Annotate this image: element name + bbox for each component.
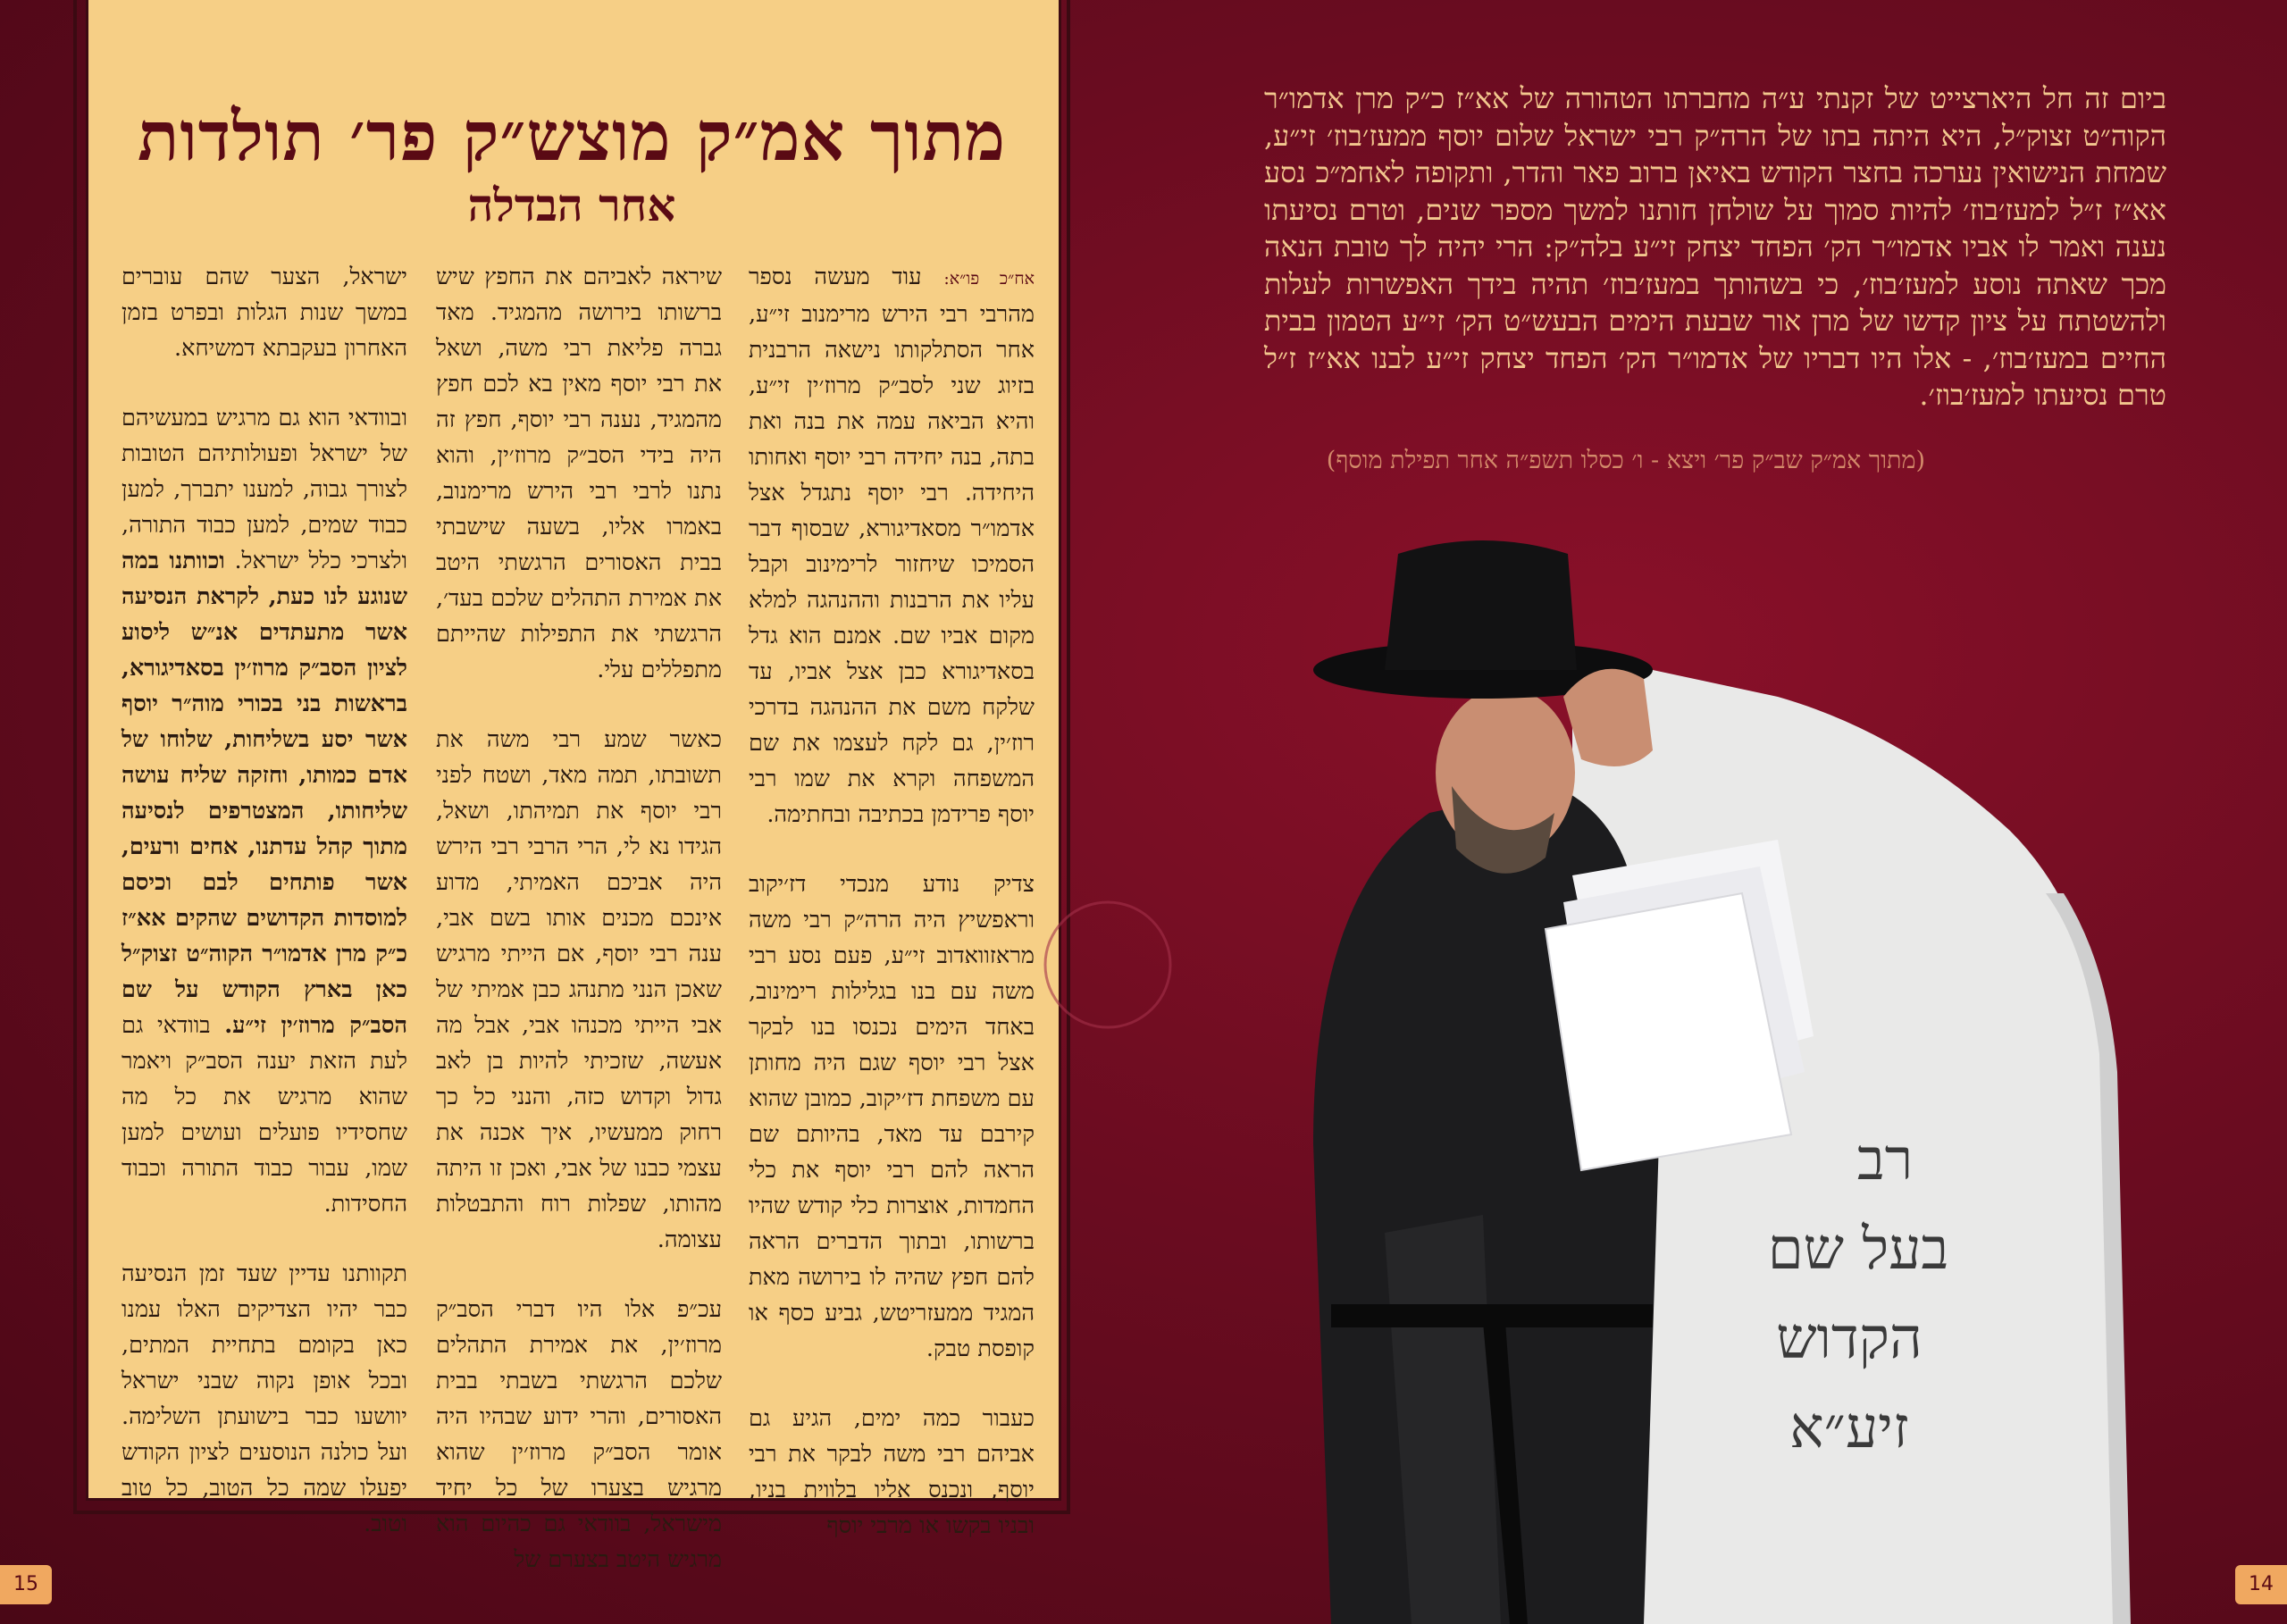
paragraph — [749, 259, 1035, 833]
inscription-line: בעל שם — [1767, 1217, 1949, 1283]
paragraph: כאשר שמע רבי משה את תשובתו, תמה מאד, ושטח לפני רבי יוסף את תמיהתו, ושאל, הגידו נא לי, הרי הרבי רבי הירש היה אביכם האמיתי, מדוע אינכם מכנים אותו בשם אבי, ענה רבי יוסף, אם הייתי מרגיש שאכן הנני מתנהג כבן אמיתי של אבי הייתי מכנהו אבי, אבל מה אעשה, שזכיתי להיות בן לאב גדול וקדוש כזה, והנני כל כך רחוק ממעשיו, איך אכנה את עצמי כבנו של אבי, ואכן זו היתה מהותו, שפלות רוח והתבטלות עצומה. — [436, 726, 722, 1253]
intro-tag: אח״כ פו״א: — [943, 269, 1035, 289]
paragraph-text: עוד מעשה נספר מהרבי רבי הירש מרימנוב זי״ע, אחר הסתלקותו נישאה הרבנית בזיוג שני לסב״ק מרוז׳ין זי״ע, והיא הביאה עמה את בנה ואת בתה, בנה יחידה רבי יוסף ואחותו היחידה. רבי יוסף נתגדל אצל אדמו״ר מסאדיגורא, שבסוף דבר הסמיכו שיחזור לרימינוב וקבל עליו את הרבנות וההנהגה למלא מקום אביו שם. אמנם הוא גדל בסאדיגורא כבן אצל אביו, עד שלקח משם את ההנהגה בדרכי רוז׳ין, גם לקח לעצמו את שם המשפחה וקרא את שמו רבי יוסף פרידמן בכתיבה ובחתימה. — [749, 264, 1035, 828]
paragraph: תקוותנו עדיין שעד זמן הנסיעה כבר יהיו הצדיקים האלו עמנו כאן בקומם בתחיית המתים, ובכל אופן נקוה שבני ישראל יוושעו כבר בישועתן השלימה. ועל כולנה הנוסעים לציון הקודש יפעלו שמה כל הטוב, כל טוב וטוב. — [121, 1260, 407, 1537]
photo-man-praying-at-tomb — [1278, 518, 2189, 1624]
page-number-right: 14 — [2235, 1565, 2287, 1604]
page-number-left: 15 — [0, 1565, 52, 1604]
article-title: מתוך אמ״ק מוצש״ק פר׳ תולדות — [138, 96, 1006, 176]
stack-of-papers — [1546, 840, 1814, 1170]
article-column-middle — [436, 259, 722, 1573]
inscription-line: זיע״א — [1789, 1395, 1909, 1461]
article-subtitle: אחר הבדלה — [467, 179, 676, 231]
paragraph: כעבור כמה ימים, הגיע גם אביהם רבי משה לבקר את רבי יוסף, ונכנס אליו בלווית בניו, ובניו בקשו או מרבי יוסף — [749, 1405, 1035, 1539]
article-column-right — [749, 259, 1035, 1539]
paragraph: שיראה לאביהם את החפץ שיש ברשותו בירושה מהמגיד. מאד גברה פליאת רבי משה, ושאל את רבי יוסף מאין בא לכם חפץ מהמגיד, נענה רבי יוסף, חפץ זה היה בידי הסב״ק מרוז׳ין, והוא נתנו לרבי רבי הירש מרימנוב, באמרו אליו, בשעה שישבתי בבית האסורים הרגשתי היטב את אמירת התהלים שלכם בעד׳, הרגשתי את התפילות שהייתם מתפללים עלי. — [436, 264, 722, 683]
paragraph: עכ״פ אלו היו דברי הסב״ק מרוז׳ין, את אמירת התהלים שלכם הרגשתי בשבתי בבית האסורים, והרי ידוע שבהיו היה אומר הסב״ק מרוז׳ין שהוא מרגיש בצערו של כל יחיד מישראל, בוודאי גם כהיום הוא מרגיש היטב בצערם של — [436, 1296, 722, 1573]
paragraph: צדיק נודע מנכדי דז׳יקוב וראפשיץ היה הרה״ק רבי משה מראזוואדוב זי״ע, פעם נסע רבי משה עם בנו בגלילות רימינוב, באחד הימים נכנסו בנו לבקר אצל רבי יוסף שגם היה מחותן עם משפחת דז׳יקוב, כמובן שהוא קירבם עד מאד, בהיותם שם הראה להם רבי יוסף את כלי החמדות, אוצרות כלי קודש שהיו ברשותו, ובתוך הדברים הראה להם חפץ שהיה לו בירושה מאת המגיד ממעזריטש, גביע כסף או קופסת טבק. — [749, 871, 1035, 1362]
paragraph-text: ובוודאי הוא גם מרגיש במעשיהם של ישראל ופעולותיהם הטובות לצורך גבוה, למענו יתברך, למען כבוד שמים, למען כבוד התורה, ולצרכי כלל ישראל. — [121, 405, 408, 574]
article-column-left — [121, 259, 408, 1537]
paragraph — [121, 400, 407, 1222]
hat-crown — [1385, 540, 1577, 670]
bold-passage: וכוותנו במה שנוגע לנו כעת, לקראת הנסיעה אשר מתעתדים אנ״ש ליסוע לציון הסב״ק מרוז׳ין בסאדיגורא, בראשות בני בכורי מוה״ר יוסף אשר יסע בשליחות, שלוחו של אדם כמותו, וחזקה שליח עושה שליחותו, המצטרפים לנסיעה מתוך קהל עדתנו, אחים ורעים, אשר פותחים לבם וכיסם למוסדות הקדושים שהקים אא״ז כ״ק מרן אדמו״ר הקוה״ט זצוק״ל כאן בארץ הקודש על שם הסב״ק מרוז׳ין זי״ע. — [121, 548, 408, 1039]
paragraph: ישראל, הצער שהם עוברים במשך שנות הגלות ובפרט בזמן האחרון בעקבתא דמשיחא. — [121, 264, 407, 362]
inscription-line: רב — [1856, 1127, 1914, 1193]
paragraph-text: בוודאי גם לעת הזאת יענה הסב״ק ויאמר שהוא מרגיש את כל מה שחסידיו פועלים ועושים למען שמו, עבור כבוד התורה וכבוד החסידות. — [121, 1012, 407, 1218]
quote-source: (מתוך אמ״ק שב״ק פר׳ ויצא - ו׳ כסלו תשפ״ה אחר תפילת מוסף) — [1326, 447, 1925, 474]
quote-text: ביום זה חל היארצייט של זקנתי ע״ה מחברתו הטהורה של אא״ז כ״ק מרן אדמו״ר הקוה״ט זצוק״ל, היא היתה בתו של הרה״ק רבי ישראל שלום יוסף ממעז׳בוז׳ זי״ע, שמחת הנישואין נערכה בחצר הקודש באיאן ברוב פאר והדר, ותקופה לאחמ״כ נסע אא״ז ז״ל למעז׳בוז׳ להיות סמוך על שולחן חותנו למשך מספר שנים, וטרם נסיעתו נענה ואמר לו אביו אדמו״ר הק׳ הפחד יצחק זי״ע בלה״ק: הרי יהיה לך טובת הנאה מכך שאתה נוסע למעז׳בוז׳, כי בשהותך במעז׳בוז׳ תהיה בידך האפשרות לעלות ולהשטתח על ציון קדשו של מרן אור שבעת הימים הבעש״ט הק׳ זי״ע הטמון בבית החיים במעז׳בוז׳, - אלו היו דבריו של אדמו״ר הק׳ הפחד יצחק זי״ע לבנו אא״ז ז״ל טרם נסיעתו למעז׳בוז׳. — [1264, 81, 2167, 412]
inscription-line: הקדוש — [1776, 1306, 1923, 1372]
